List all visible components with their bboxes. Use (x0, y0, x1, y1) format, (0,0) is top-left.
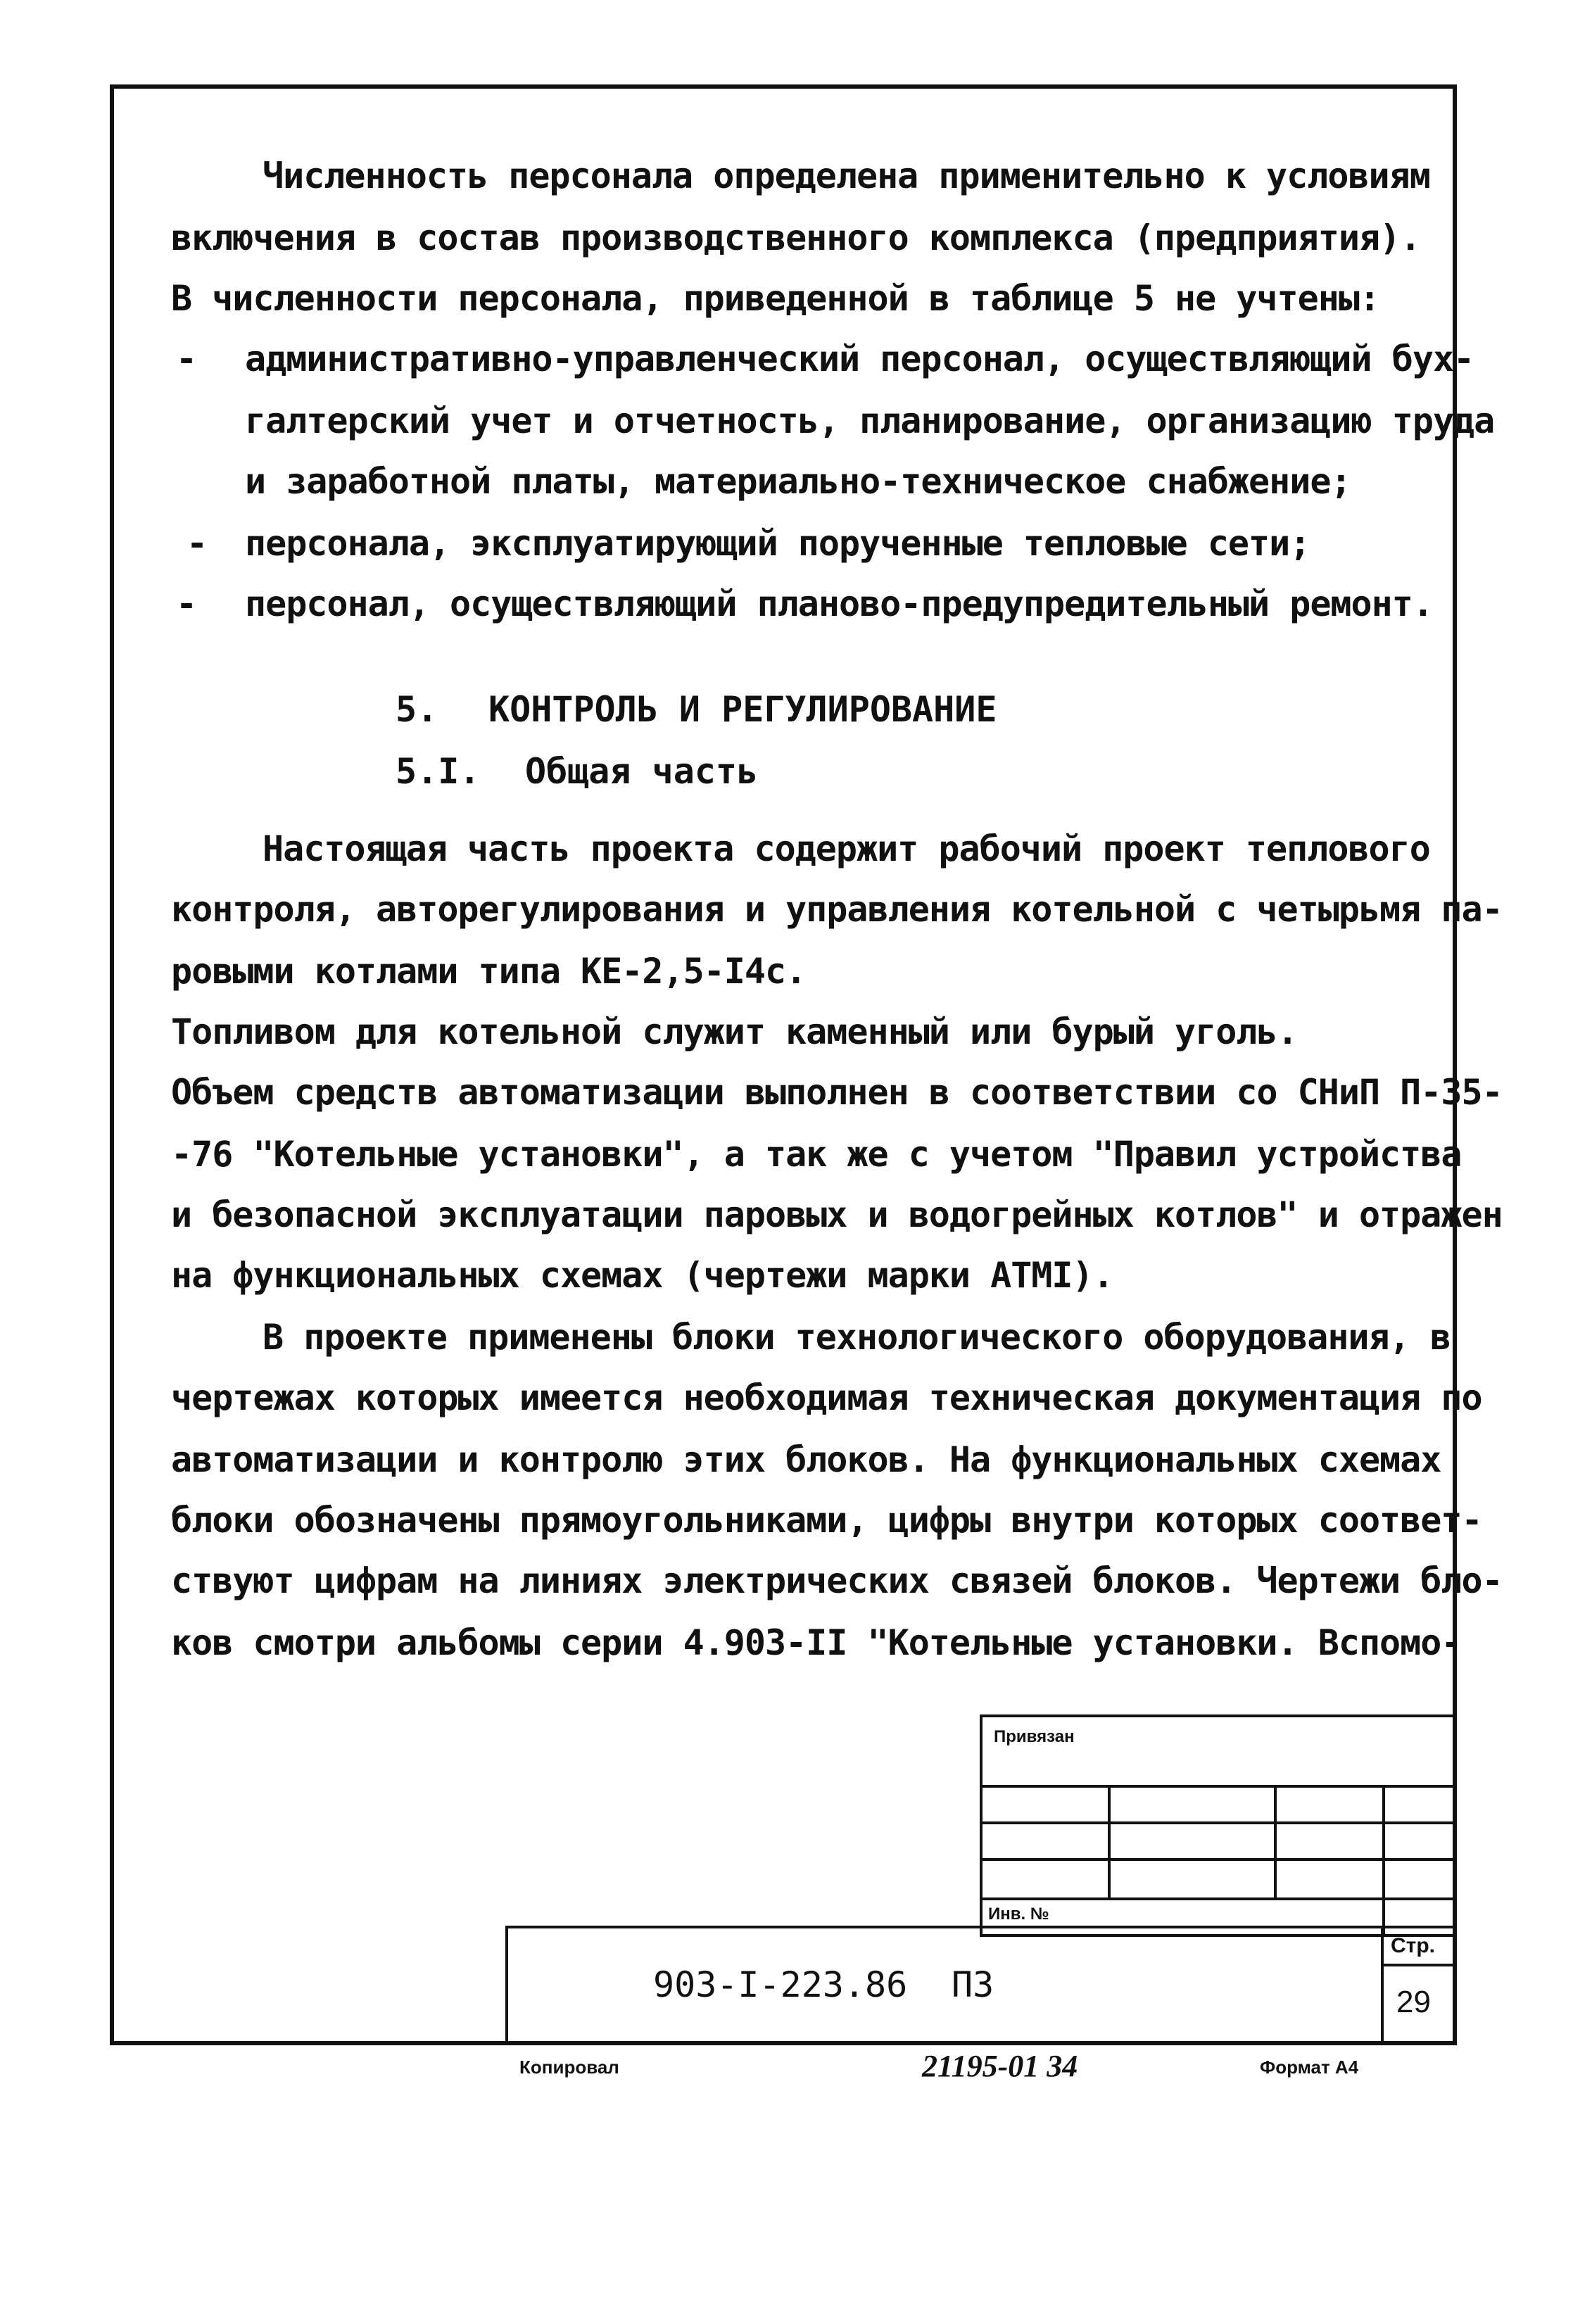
subsection-number: 5.I. (396, 751, 481, 792)
inv-no-label: Инв. № (988, 1905, 1049, 1924)
para1-line-6: -76 "Котельные установки", а так же с учетом "Правил устройства (171, 1134, 1462, 1175)
para1-line-8: на функциональных схемах (чертежи марки АТМI). (171, 1255, 1113, 1296)
binding-table-rule (1382, 1785, 1385, 1937)
doc-code: 903-I-223.86 (653, 1964, 908, 2005)
intro-line-3: В численности персонала, приведенной в таблице 5 не учтены: (171, 278, 1380, 319)
subsection-title: Общая часть (525, 751, 759, 792)
para2-line-5: ствуют цифрам на линиях электрических связей блоков. Чертежи бло- (171, 1560, 1503, 1601)
binding-table-rule (980, 1858, 1457, 1861)
exclusion-item-1-line-3: и заработной платы, материально-техническое снабжение; (245, 461, 1351, 502)
page-cell-divider (1381, 1926, 1384, 2045)
copied-label: Копировал (519, 2057, 619, 2078)
section-title: КОНТРОЛЬ И РЕГУЛИРОВАНИЕ (488, 689, 997, 730)
para2-line-4: блоки обозначены прямоугольниками, цифры внутри которых соответ- (171, 1500, 1482, 1541)
binding-table-rule (980, 1785, 1457, 1788)
para1-line-1: Настоящая часть проекта содержит рабочий проект теплового (263, 828, 1430, 869)
bullet-dash: - (187, 523, 208, 564)
para2-line-2: чертежах которых имеется необходимая техническая документация по (171, 1377, 1482, 1418)
page-number: 29 (1396, 1985, 1431, 2019)
exclusion-item-3-line-1: персонал, осуществляющий планово-предупредительный ремонт. (245, 583, 1433, 624)
page-label: Стр. (1391, 1934, 1436, 1957)
bullet-dash: - (176, 583, 198, 624)
exclusion-item-1-line-1: административно-управленческий персонал, осуществляющий бух- (245, 339, 1474, 379)
exclusion-item-2-line-1: персонала, эксплуатирующий порученные тепловые сети; (245, 523, 1310, 564)
para1-line-7: и безопасной эксплуатации паровых и водогрейных котлов" и отражен (171, 1194, 1503, 1235)
binding-table (980, 1714, 1457, 1937)
para1-line-3: ровыми котлами типа КЕ-2,5-I4с. (171, 951, 807, 992)
handwritten-number: 21195-01 34 (922, 2049, 1078, 2083)
para2-line-3: автоматизации и контролю этих блоков. На функциональных схемах (171, 1439, 1441, 1480)
exclusion-item-1-line-2: галтерский учет и отчетность, планирование, организацию труда (245, 400, 1495, 441)
binding-table-rule (980, 1897, 1457, 1900)
bullet-dash: - (176, 339, 198, 379)
binding-table-rule (1274, 1785, 1277, 1897)
para2-line-1: В проекте применены блоки технологического оборудования, в (263, 1317, 1451, 1358)
intro-line-1: Численность персонала определена применительно к условиям (263, 156, 1430, 196)
para2-line-6: ков смотри альбомы серии 4.903-II "Котельные установки. Вспомо- (171, 1622, 1462, 1663)
intro-line-2: включения в состав производственного комплекса (предприятия). (171, 217, 1421, 258)
para1-line-5: Объем средств автоматизации выполнен в соответствии со СНиП П-35- (171, 1072, 1503, 1113)
binding-table-rule (1108, 1785, 1111, 1897)
para1-line-4: Топливом для котельной служит каменный или бурый уголь. (171, 1011, 1298, 1052)
doc-type: ПЗ (952, 1964, 994, 2005)
binding-table-rule (980, 1821, 1457, 1824)
para1-line-2: контроля, авторегулирования и управления котельной с четырьмя па- (171, 889, 1503, 930)
privyazan-label: Привязан (994, 1727, 1075, 1746)
page-cell-divider (1381, 1964, 1457, 1966)
section-number: 5. (396, 689, 438, 730)
format-label: Формат А4 (1260, 2057, 1359, 2078)
